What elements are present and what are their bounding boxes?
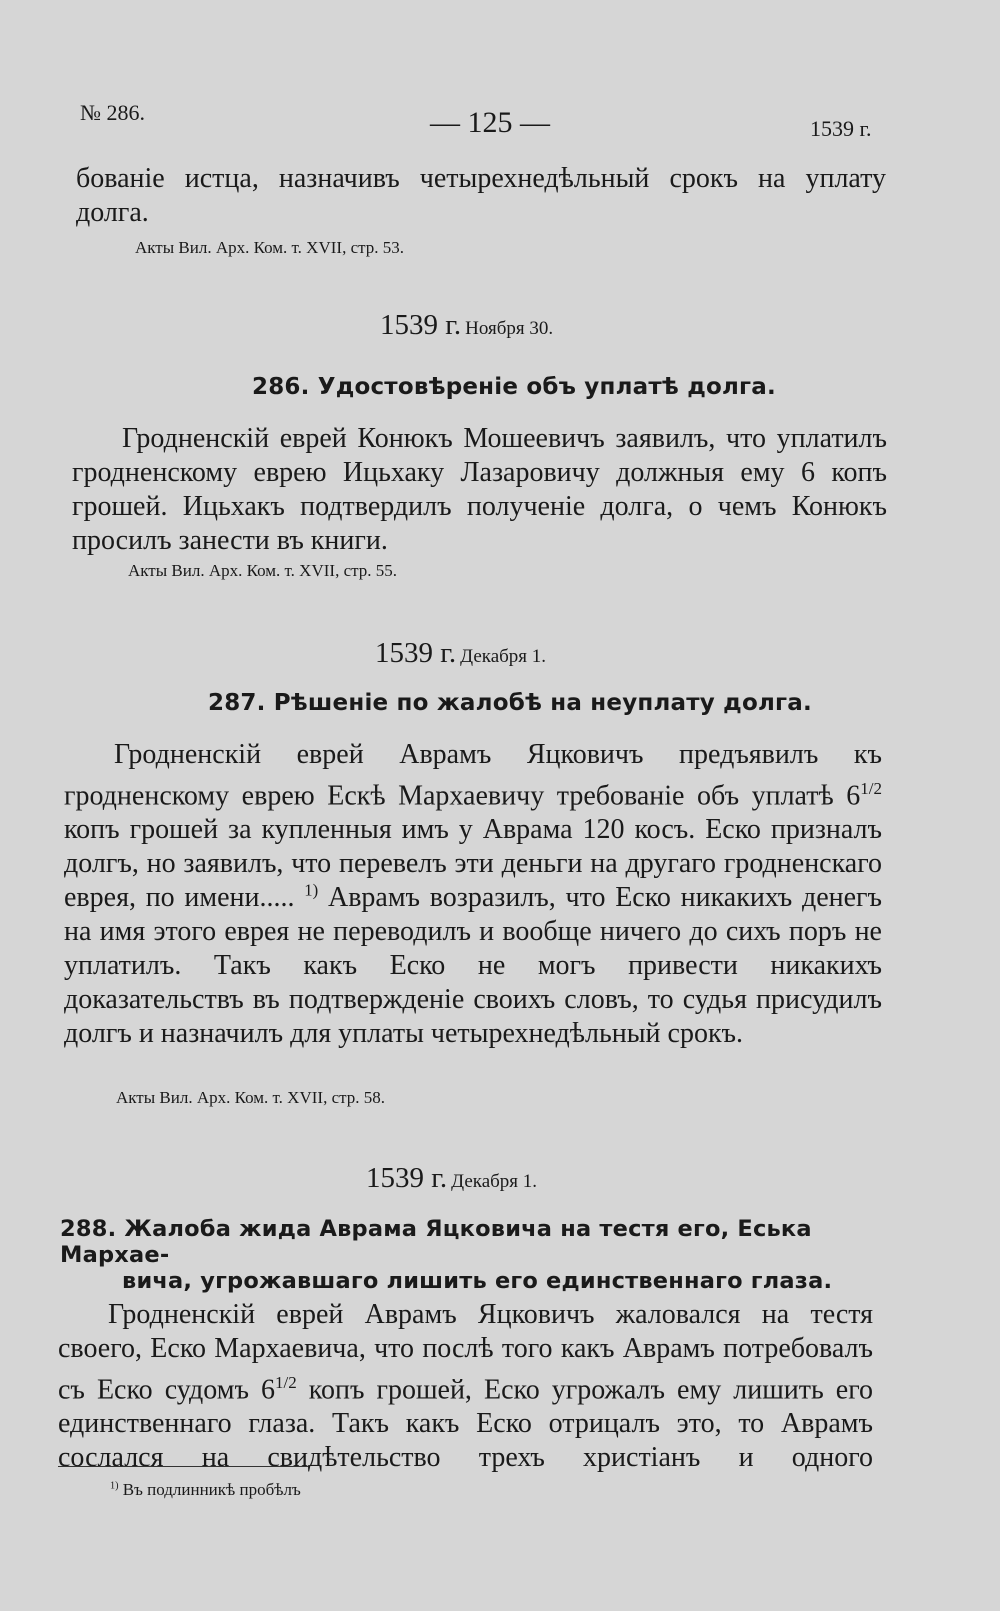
entry-287-date — [375, 637, 546, 670]
entry-287-year: 1539 г. — [375, 637, 457, 669]
entry-286-day: Ноября 30. — [465, 318, 554, 339]
entry-286-date — [380, 309, 553, 342]
entry-288-title-line1: 288. Жалоба жида Аврама Яцковича на тестя его, Еська Мархае- — [60, 1216, 812, 1268]
entry-286-title: 286. Удостовѣреніе объ уплатѣ долга. — [252, 374, 776, 400]
entry-286-text: Гродненскій еврей Конюкъ Мошеевичъ заявилъ, что уплатилъ гродненскому еврею Ицьхаку Лазаровичу должныя ему 6 копъ грошей. Ицьхакъ подтвердилъ полученіе долга, о чемъ Конюкъ просилъ занести въ книги. — [72, 423, 887, 556]
header-year: 1539 г. — [810, 116, 872, 141]
footnote — [110, 1480, 301, 1500]
entry-287-source: Акты Вил. Арх. Ком. т. XVII, стр. 58. — [116, 1088, 385, 1107]
entry-288-title-line2: вича, угрожавшаго лишить его единственнаго глаза. — [122, 1268, 833, 1294]
continuation-source: Акты Вил. Арх. Ком. т. XVII, стр. 53. — [135, 238, 404, 257]
entry-288-text: Гродненскій еврей Аврамъ Яцковичъ жаловался на тестя своего, Еско Мархаевича, что послѣ того какъ Аврамъ потребовалъ съ Еско судомъ $6^{1/2}$ копъ грошей, Еско угрожалъ ему лишить его единственнаго глаза. Такъ какъ Еско отрицалъ это, то Аврамъ сослался на свидѣтельство трехъ христіанъ и одного — [58, 1299, 874, 1474]
page-number: — 125 — — [430, 106, 550, 139]
fraction-half: 1/2 — [274, 1373, 297, 1392]
entry-288-day: Декабря 1. — [451, 1171, 538, 1192]
fraction-half: 1/2 — [860, 779, 882, 798]
document-number: № 286. — [80, 100, 145, 125]
entry-288-year: 1539 г. — [366, 1162, 448, 1194]
footnote-ref: 1) — [304, 881, 319, 900]
entry-286-year: 1539 г. — [380, 309, 462, 341]
footnote-text: Въ подлинникѣ пробѣлъ — [122, 1480, 301, 1499]
entry-287-text: Гродненскій еврей Аврамъ Яцковичъ предъявилъ къ гродненскому еврею Ескѣ Мархаевичу требованіе объ уплатѣ $6^{1/2}$ копъ грошей за купленныя имъ у Аврама 120 косъ. Еско призналъ долгъ, но заявилъ, что перевелъ эти деньги на другаго гродненскаго еврея, по имени..... $^{1)}$ Аврамъ возразилъ, что Еско никакихъ денегъ на имя этого еврея не переводилъ и вообще ничего до сихъ поръ не уплатилъ. Такъ какъ Еско не могъ привести никакихъ доказательствъ въ подтвержденіе своихъ словъ, то судья присудилъ долгъ и назначилъ для уплаты четырехнедѣльный срокъ. — [64, 739, 882, 1050]
footnote-divider — [58, 1466, 308, 1467]
continuation-text: бованіе истца, назначивъ четырехнедѣльный срокъ на уплату долга. — [76, 163, 886, 228]
entry-288-title — [60, 1216, 880, 1294]
entry-287-day: Декабря 1. — [460, 646, 547, 667]
entry-287-title: 287. Рѣшеніе по жалобѣ на неуплату долга. — [208, 690, 812, 716]
footnote-marker: 1) — [110, 1480, 119, 1492]
entry-288-date — [366, 1162, 537, 1195]
entry-286-source: Акты Вил. Арх. Ком. т. XVII, стр. 55. — [128, 561, 397, 580]
